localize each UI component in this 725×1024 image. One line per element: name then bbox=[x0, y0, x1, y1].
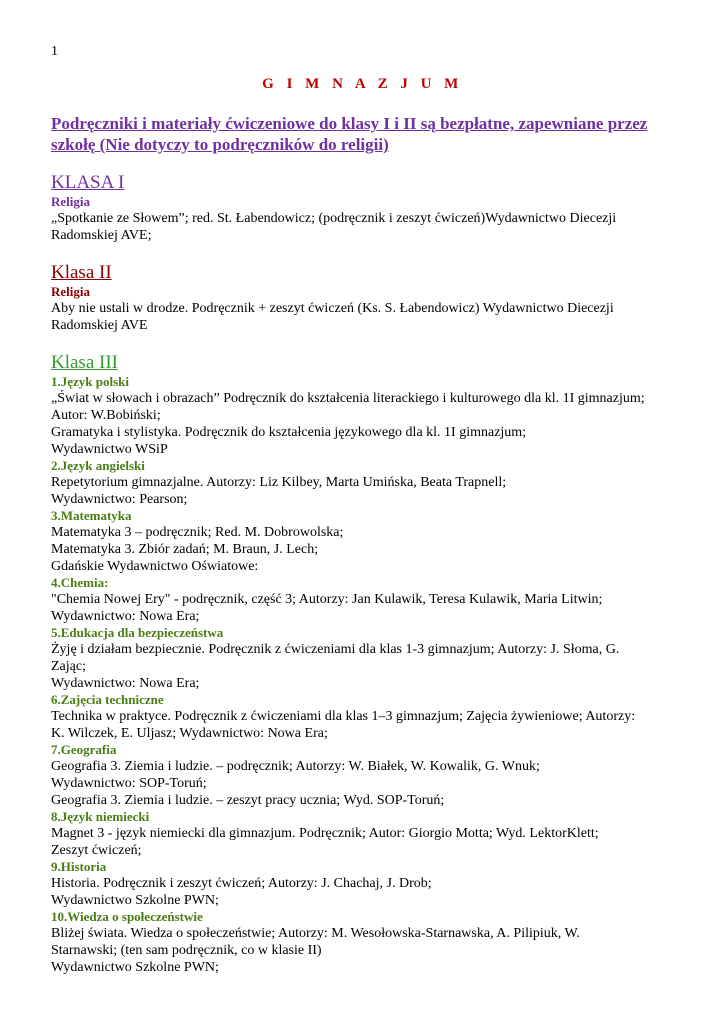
text-line: Aby nie ustali w drodze. Podręcznik + zeszyt ćwiczeń (Ks. S. Łabendowicz) Wydawnictwo Diecezji bbox=[51, 301, 614, 316]
klasa-3-heading: Klasa III bbox=[51, 352, 118, 373]
klasa-2-subject: Religia bbox=[51, 284, 90, 299]
text-line: Historia. Podręcznik i zeszyt ćwiczeń; Autorzy: J. Chachaj, J. Drob; bbox=[51, 876, 432, 891]
klasa-2-section bbox=[51, 262, 691, 334]
klasa-1-section bbox=[51, 172, 691, 244]
text-line: Technika w praktyce. Podręcznik z ćwiczeniami dla klas 1–3 gimnazjum; Zajęcia żywieniowe; Autorzy: bbox=[51, 709, 636, 724]
subject-title: 10.Wiedza o społeczeństwie bbox=[51, 909, 203, 924]
text-line: Wydawnictwo: Nowa Era; bbox=[51, 676, 200, 691]
text-line: "Chemia Nowej Ery" - podręcznik, część 3; Autorzy: Jan Kulawik, Teresa Kulawik, Maria Litwin; bbox=[51, 592, 603, 607]
text-line: Bliżej świata. Wiedza o społeczeństwie; Autorzy: M. Wesołowska-Starnawska, A. Pilipiuk, W. bbox=[51, 926, 580, 941]
text-line: Autor: W.Bobiński; bbox=[51, 408, 161, 423]
text-line: Magnet 3 - język niemiecki dla gimnazjum. Podręcznik; Autor: Giorgio Motta; Wyd. LektorKlett; bbox=[51, 826, 599, 841]
text-line: Radomskiej AVE bbox=[51, 318, 148, 333]
subject-block bbox=[51, 508, 691, 575]
text-line: Gdańskie Wydawnictwo Oświatowe: bbox=[51, 559, 259, 574]
klasa-2-heading: Klasa II bbox=[51, 262, 112, 283]
subject-block bbox=[51, 625, 691, 692]
text-line: Starnawski; (ten sam podręcznik, co w klasie II) bbox=[51, 943, 322, 958]
subject-block bbox=[51, 859, 691, 909]
text-line: Geografia 3. Ziemia i ludzie. – podręcznik; Autorzy: W. Białek, W. Kowalik, G. Wnuk; bbox=[51, 759, 540, 774]
text-line: „Świat w słowach i obrazach” Podręcznik do kształcenia literackiego i kulturowego dla kl. 1I gimnazjum; bbox=[51, 391, 645, 406]
subject-block bbox=[51, 742, 691, 809]
text-line: Matematyka 3. Zbiór zadań; M. Braun, J. Lech; bbox=[51, 542, 319, 557]
subject-title: 6.Zajęcia techniczne bbox=[51, 692, 164, 707]
document-title: G I M N A Z J U M bbox=[262, 76, 463, 92]
free-textbooks-notice: Podręczniki i materiały ćwiczeniowe do klasy I i II są bezpłatne, zapewniane przez szkołę (Nie dotyczy to podręczników do religii) bbox=[51, 114, 648, 154]
klasa-3-section bbox=[51, 352, 691, 976]
text-line: Wydawnictwo Szkolne PWN; bbox=[51, 893, 219, 908]
klasa-3-subject-list bbox=[51, 374, 691, 976]
subject-title: 8.Język niemiecki bbox=[51, 809, 150, 824]
text-line: Gramatyka i stylistyka. Podręcznik do kształcenia językowego dla kl. 1I gimnazjum; bbox=[51, 425, 527, 440]
text-line: Wydawnictwo: SOP-Toruń; bbox=[51, 776, 207, 791]
subject-title: 7.Geografia bbox=[51, 742, 117, 757]
subject-block bbox=[51, 374, 691, 458]
subject-block bbox=[51, 692, 691, 742]
subject-title: 4.Chemia: bbox=[51, 575, 109, 590]
text-line: „Spotkanie ze Słowem”; red. St. Łabendowicz; (podręcznik i zeszyt ćwiczeń)Wydawnictwo Diecezji bbox=[51, 211, 617, 226]
klasa-1-subject: Religia bbox=[51, 194, 90, 209]
text-line: Żyję i działam bezpiecznie. Podręcznik z ćwiczeniami dla klas 1-3 gimnazjum; Autorzy: J. Słoma, G. bbox=[51, 642, 620, 657]
subject-block bbox=[51, 575, 691, 625]
subject-title: 2.Język angielski bbox=[51, 458, 145, 473]
subject-block bbox=[51, 458, 691, 508]
text-line: Matematyka 3 – podręcznik; Red. M. Dobrowolska; bbox=[51, 525, 344, 540]
text-line: Wydawnictwo Szkolne PWN; bbox=[51, 960, 219, 975]
page-number: 1 bbox=[51, 44, 58, 59]
subject-title: 1.Język polski bbox=[51, 374, 130, 389]
text-line: Repetytorium gimnazjalne. Autorzy: Liz Kilbey, Marta Umińska, Beata Trapnell; bbox=[51, 475, 507, 490]
text-line: Wydawnictwo: Nowa Era; bbox=[51, 609, 200, 624]
klasa-1-heading: KLASA I bbox=[51, 172, 125, 193]
subject-title: 3.Matematyka bbox=[51, 508, 132, 523]
text-line: Wydawnictwo: Pearson; bbox=[51, 492, 188, 507]
text-line: Radomskiej AVE; bbox=[51, 228, 152, 243]
text-line: Geografia 3. Ziemia i ludzie. – zeszyt pracy ucznia; Wyd. SOP-Toruń; bbox=[51, 793, 445, 808]
text-line: Zając; bbox=[51, 659, 86, 674]
text-line: Zeszyt ćwiczeń; bbox=[51, 843, 142, 858]
subject-title: 5.Edukacja dla bezpieczeństwa bbox=[51, 625, 224, 640]
subject-block bbox=[51, 909, 691, 976]
text-line: Wydawnictwo WSiP bbox=[51, 442, 168, 457]
subject-block bbox=[51, 809, 691, 859]
document-content bbox=[51, 172, 691, 976]
text-line: K. Wilczek, E. Uljasz; Wydawnictwo: Nowa Era; bbox=[51, 726, 328, 741]
subject-title: 9.Historia bbox=[51, 859, 107, 874]
